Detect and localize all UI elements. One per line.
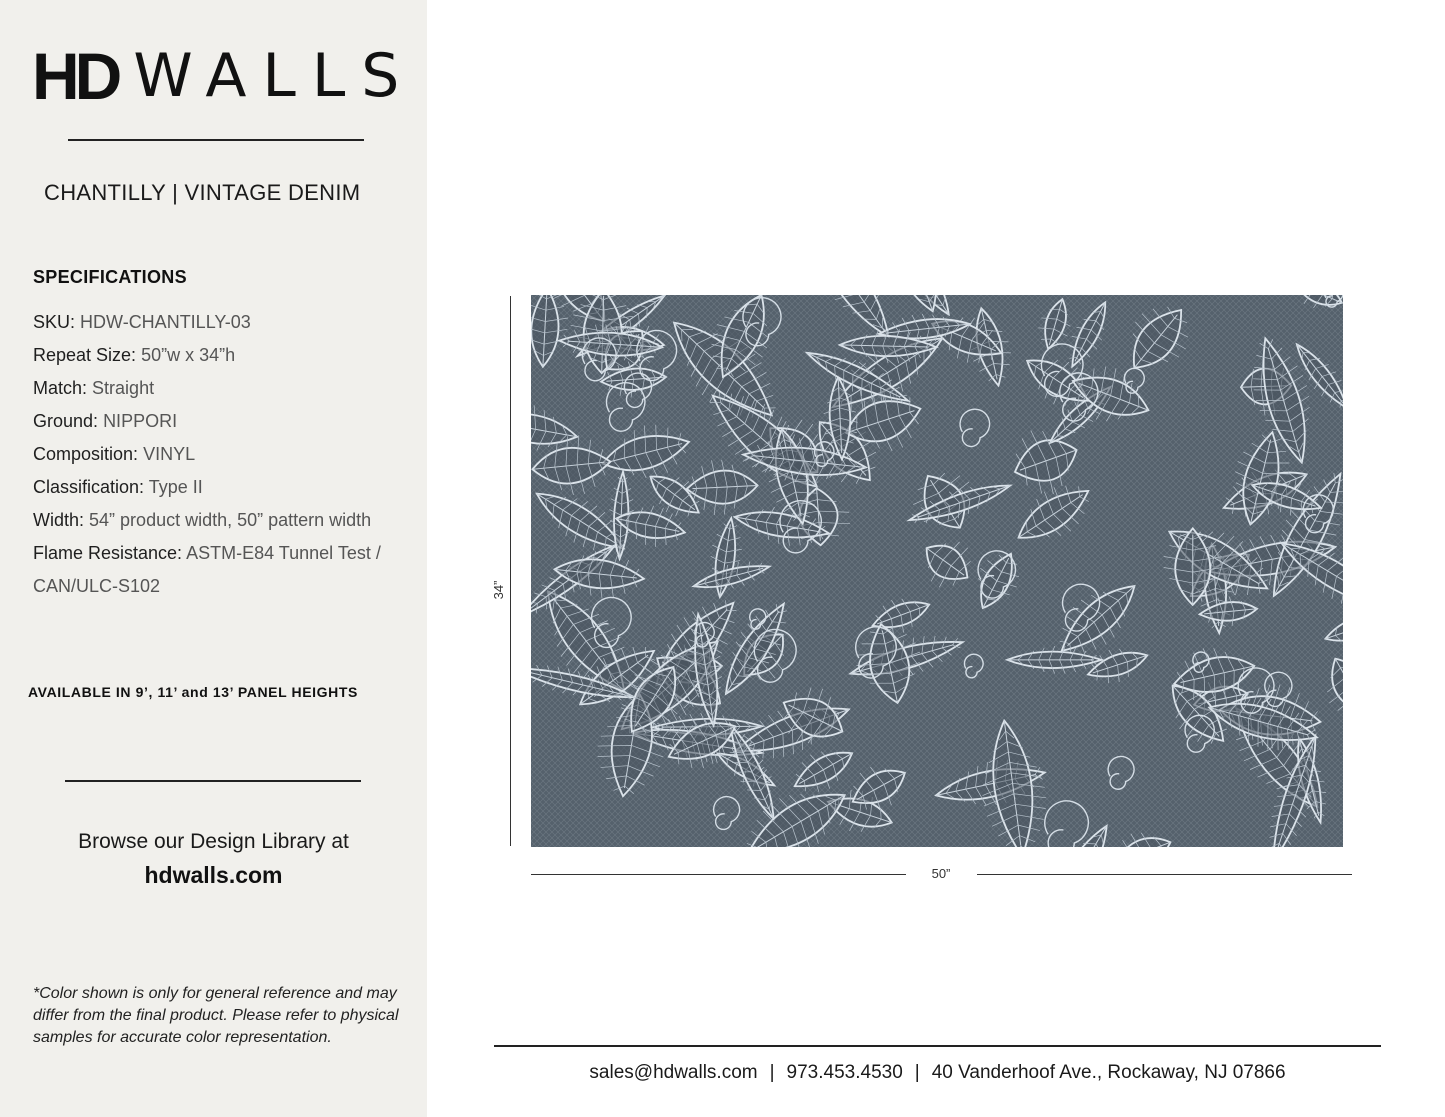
color-disclaimer: *Color shown is only for general reference and may differ from the final product. Please refer to physical samples for accurate color representation.: [33, 985, 399, 1046]
spec-row-ground: [33, 405, 413, 438]
footer-phone[interactable]: 973.453.4530: [786, 1062, 903, 1083]
spec-row-match: [33, 372, 413, 405]
contact-footer: [494, 1062, 1381, 1084]
spec-row-repeat-size: [33, 339, 413, 372]
product-title: CHANTILLY | VINTAGE DENIM: [44, 180, 361, 205]
logo-walls-text: WALLS: [133, 41, 416, 111]
spec-value: NIPPORI: [103, 411, 178, 431]
footer-address: 40 Vanderhoof Ave., Rockaway, NJ 07866: [931, 1062, 1286, 1083]
footer-divider: [494, 1045, 1381, 1047]
footer-separator: |: [914, 1062, 920, 1083]
spec-label: Ground:: [33, 411, 99, 431]
spec-label: Width:: [33, 510, 85, 530]
browse-text: Browse our Design Library at: [78, 830, 349, 853]
specifications-list: [33, 306, 413, 603]
spec-row-classification: [33, 471, 413, 504]
spec-value: 50”w x 34”h: [141, 345, 236, 365]
spec-value: VINYL: [143, 444, 196, 464]
availability-note: AVAILABLE IN 9’, 11’ and 13’ PANEL HEIGHTS: [28, 684, 358, 700]
pattern-swatch-image: [531, 295, 1343, 847]
browse-divider: [65, 780, 361, 782]
website-link[interactable]: hdwalls.com: [144, 862, 283, 888]
spec-value: Straight: [92, 378, 155, 398]
spec-row-composition: [33, 438, 413, 471]
logo-divider: [68, 139, 364, 141]
width-dimension-line-right: [977, 874, 1352, 875]
lace-leaf-pattern: [531, 295, 1343, 847]
brand-logo: [32, 40, 415, 112]
spec-row-sku: [33, 306, 413, 339]
width-dimension-line-left: [531, 874, 906, 875]
spec-label: Flame Resistance:: [33, 543, 183, 563]
footer-email[interactable]: sales@hdwalls.com: [589, 1062, 758, 1083]
spec-label: Classification:: [33, 477, 145, 497]
specifications-heading: SPECIFICATIONS: [33, 267, 187, 287]
footer-separator: |: [769, 1062, 775, 1083]
spec-label: Composition:: [33, 444, 139, 464]
width-dimension-label: 50”: [931, 866, 951, 881]
spec-row-width: [33, 504, 413, 537]
spec-value: 54” product width, 50” pattern width: [89, 510, 372, 530]
spec-label: SKU:: [33, 312, 76, 332]
sidebar-panel: [0, 0, 427, 1117]
spec-label: Repeat Size:: [33, 345, 137, 365]
spec-value: ASTM-E84 Tunnel Test / CAN/ULC-S102: [33, 543, 381, 596]
height-dimension-label: 34”: [491, 580, 506, 600]
spec-value: HDW-CHANTILLY-03: [80, 312, 251, 332]
spec-row-flame-resistance: [33, 537, 413, 603]
height-dimension-line: [510, 296, 511, 846]
logo-hd-text: HD: [32, 39, 118, 113]
spec-value: Type II: [148, 477, 203, 497]
spec-label: Match:: [33, 378, 88, 398]
